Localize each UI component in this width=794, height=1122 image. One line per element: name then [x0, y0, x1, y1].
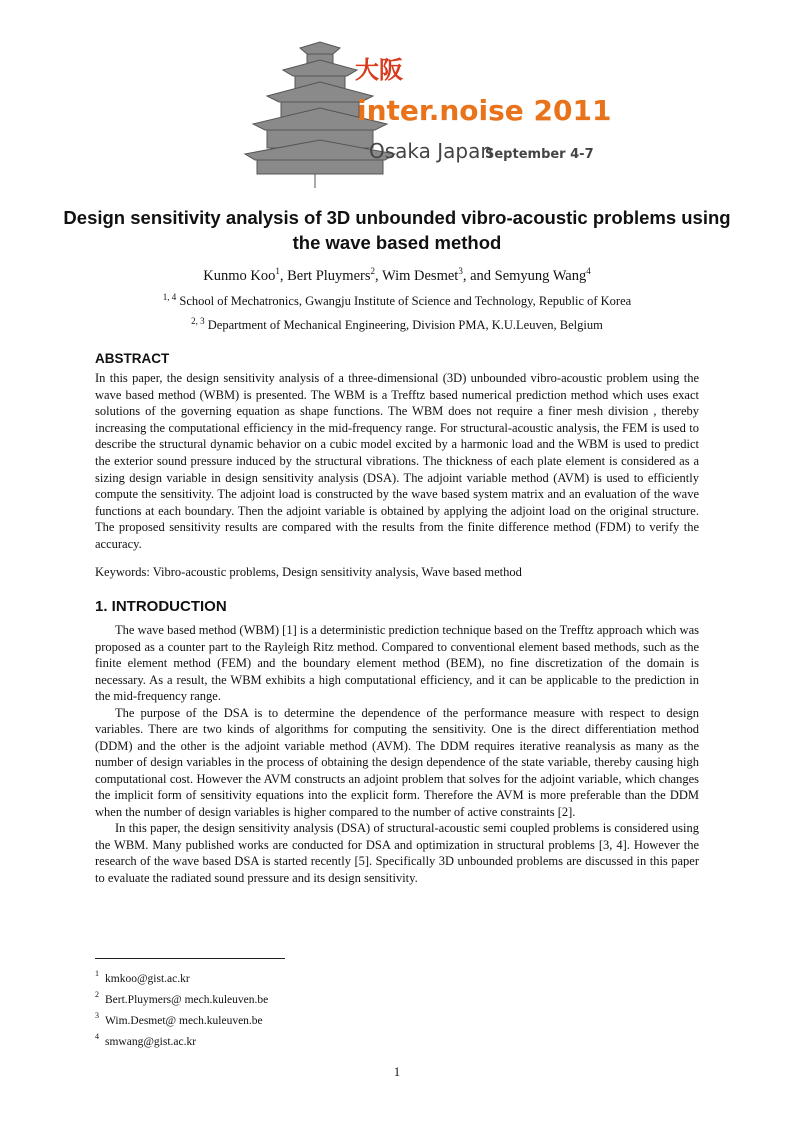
- author-sup: 1: [275, 266, 280, 276]
- footnote-number: 1: [95, 969, 99, 978]
- author-sup: 2: [370, 266, 375, 276]
- paragraph: The purpose of the DSA is to determine the dependence of the performance measure with respect to design variables. There are two kinds of algorithms for computing the sensitivity. One is the direct differentiation method (DDM) and the other is the adjoint variable method (AVM). The DDM requires iterative reanalysis as many as the number of design variables in the process of obtaining the design dependence of the state variable, thereby causing high computational cost. However the AVM constructs an adjoint problem that solves for the adjoint variable, which changes the implicit form of sensitivity equations into the explicit form. Therefore the AVM is more preferable than the DDM when the number of design variables is higher compared to the number of active constraints [2].: [95, 705, 699, 819]
- footnote: [95, 966, 268, 987]
- footnote-email: Bert.Pluymers@ mech.kuleuven.be: [105, 994, 269, 1006]
- author-sup: 3: [458, 266, 463, 276]
- abstract-text: In this paper, the design sensitivity analysis of a three-dimensional (3D) unbounded vibro-acoustic problem using the wave based method (WBM) is presented. The WBM is a Trefftz based numerical prediction method which uses exact solutions of the governing equation as shape functions. The WBM does not require a finer mesh division , thereby increasing the computational efficiency in the mid-frequency range. For structural-acoustic analysis, the FEM is used to describe the structural dynamic behavior on a cubic model excited by a harmonic load and the WBM is used to predict the exterior sound pressure induced by the structural vibrations. The thickness of each plate element is considered as a sizing design variable in design sensitivity analysis (DSA). The adjoint variable method (AVM) is used to efficiently compute the sensitivity. The adjoint load is constructed by the wave based system matrix and an evaluation of the wave functions at each boundary. Then the adjoint variable is obtained by applying the adjoint load on the original structure. The proposed sensitivity results are compared with the results from the finite difference method (FDM) to verify the accuracy.: [95, 371, 699, 551]
- affiliation-sup: 2, 3: [191, 316, 205, 326]
- footnote-email: kmkoo@gist.ac.kr: [105, 973, 190, 985]
- footnote: [95, 1008, 268, 1029]
- introduction-body: [95, 622, 699, 886]
- author-list: Kunmo Koo$^1$, Bert Pluymers$^2$, Wim Desmet$^3$, and Semyung Wang$^4$: [203, 266, 591, 284]
- affiliation-sup: 1, 4: [162, 292, 177, 302]
- abstract-heading: ABSTRACT: [95, 351, 170, 366]
- introduction-heading: 1. INTRODUCTION: [95, 598, 227, 615]
- logo-brand: inter.noise 2011: [357, 94, 612, 127]
- author-sup: 4: [586, 266, 591, 276]
- footnotes: [95, 966, 268, 1050]
- footnote-email: smwang@gist.ac.kr: [105, 1036, 197, 1048]
- castle-logo-graphic: [245, 40, 612, 190]
- footnote-number: 3: [95, 1011, 99, 1020]
- affiliation: [0, 292, 794, 309]
- paper-title: Design sensitivity analysis of 3D unbounded vibro-acoustic problems using the wave based method: [63, 207, 731, 253]
- affiliation: [0, 316, 794, 333]
- conference-logo: [245, 40, 612, 190]
- logo-dates: September 4-7: [485, 147, 594, 162]
- affiliation-text: School of Mechatronics, Gwangju Institute of Science and Technology, Republic of Korea: [179, 294, 632, 309]
- author-name: Bert Pluymers: [287, 267, 371, 284]
- author-name: Kunmo Koo: [203, 267, 276, 284]
- paragraph: In this paper, the design sensitivity analysis (DSA) of structural-acoustic semi coupled problems is considered using the WBM. Many published works are conducted for DSA and optimization in structural problems [3, 4]. However the research of the wave based DSA is started recently [5]. Specifically 3D unbounded problems are discussed in this paper to evaluate the radiated sound pressure and its design sensitivity.: [95, 821, 699, 885]
- footnote-number: 4: [95, 1032, 99, 1041]
- footnote-number: 2: [95, 990, 99, 999]
- paragraph: The wave based method (WBM) [1] is a deterministic prediction technique based on the Trefftz approach which was proposed as a counter part to the Rayleigh Ritz method. Compared to conventional element based methods, such as the finite element method (FEM) and the boundary element method (BEM), no fine discretization of the domain is necessary. As a result, the WBM exhibits a high computational efficiency, and it can be applicable to the prediction in the mid-frequency range.: [95, 623, 699, 703]
- footnote: [95, 987, 268, 1008]
- footnote-email: Wim.Desmet@ mech.kuleuven.be: [105, 1015, 263, 1027]
- affiliation-text: Department of Mechanical Engineering, Division PMA, K.U.Leuven, Belgium: [207, 318, 603, 333]
- logo-location: Osaka Japan: [369, 139, 494, 163]
- keywords: Keywords: Vibro-acoustic problems, Design sensitivity analysis, Wave based method: [95, 565, 522, 579]
- author-name: and Semyung Wang: [470, 267, 587, 284]
- footnote-divider: [95, 958, 285, 959]
- footnote: [95, 1029, 268, 1050]
- author-name: Wim Desmet: [381, 267, 459, 284]
- page-number: 1: [393, 1065, 401, 1079]
- logo-kanji: 大阪: [355, 56, 403, 84]
